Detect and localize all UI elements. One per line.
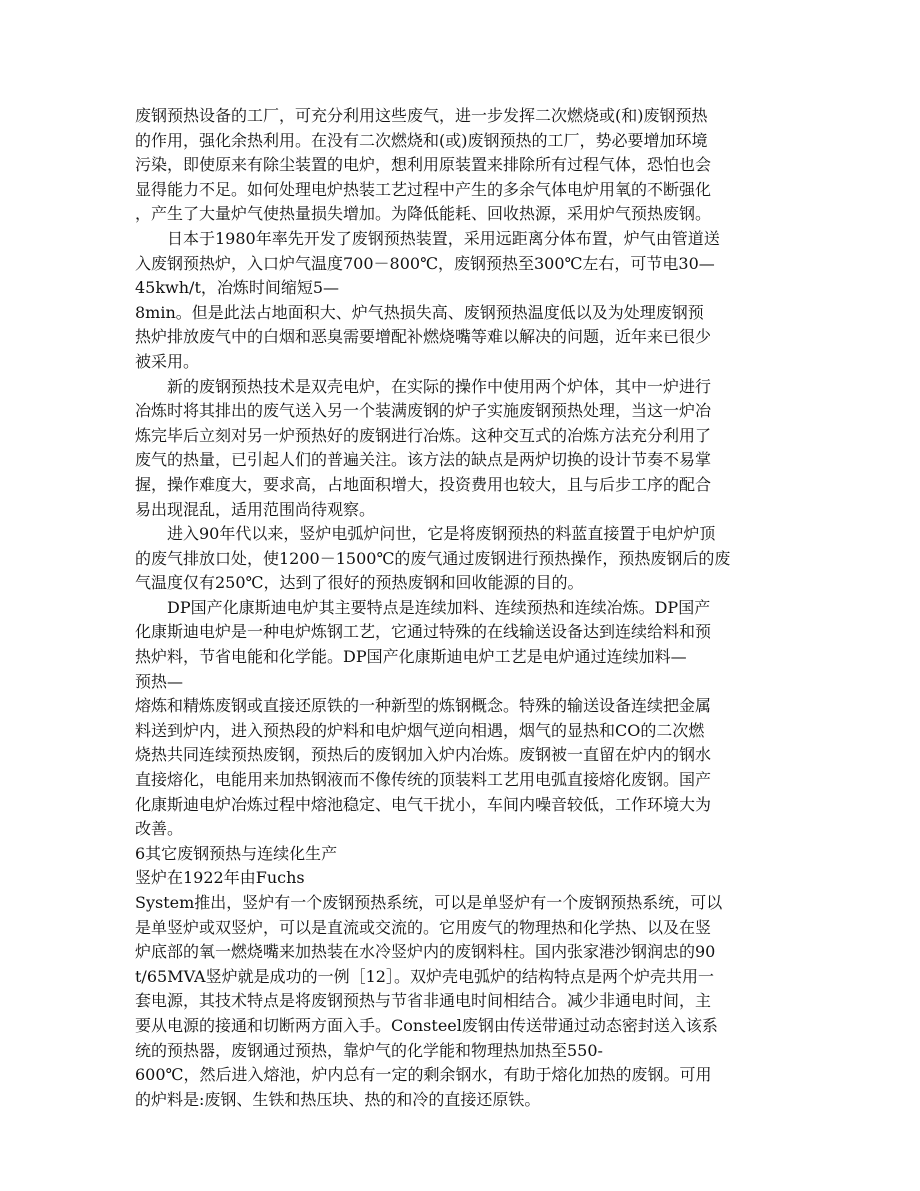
text-line: 入废钢预热炉，入口炉气温度700－800℃，废钢预热至300℃左右，可节电30— [135,253,715,273]
body-text [135,104,795,1112]
text-line: 8min。但是此法占地面积大、炉气热损失高、废钢预热温度低以及为处理废钢预 [135,302,704,322]
text-line: 显得能力不足。如何处理电炉热装工艺过程中产生的多余气体电炉用氧的不断强化 [135,179,712,199]
text-line: 化康斯迪电炉冶炼过程中熔池稳定、电气干扰小，车间内噪音较低，工作环境大为 [135,794,712,814]
text-line: 进入90年代以来，竖炉电弧炉问世，它是将废钢预热的料蓝直接置于电炉炉顶 [135,524,716,544]
text-line: 统的预热器，废钢通过预热，靠炉气的化学能和物理热加热至550- [135,1040,603,1060]
text-line: 预热— [135,671,184,691]
text-line: t/65MVA竖炉就是成功的一例［12］。双炉壳电弧炉的结构特点是两个炉壳共用一 [135,966,714,986]
text-line: 废钢预热设备的工厂，可充分利用这些废气，进一步发挥二次燃烧或(和)废钢预热 [135,106,708,125]
text-line: 要从电源的接通和切断两方面入手。Consteel废钢由传送带通过动态密封送入该系 [135,1015,718,1035]
text-line: 被采用。 [135,351,200,371]
text-line: 污染，即使原来有除尘装置的电炉，想利用原装置来排除所有过程气体，恐怕也会 [135,155,712,175]
text-line: 易出现混乱，适用范围尚待观察。 [135,499,376,519]
text-line: 6其它废钢预热与连续化生产 [135,843,338,863]
text-line: DP国产化康斯迪电炉其主要特点是连续加料、连续预热和连续冶炼。DP国产 [135,597,711,617]
text-line: 45kwh/t，冶炼时间缩短5— [135,278,340,298]
text-line: 熔炼和精炼废钢或直接还原铁的一种新型的炼钢概念。特殊的输送设备连续把金属 [135,696,712,716]
text-line: 料送到炉内，进入预热段的炉料和电炉烟气逆向相遇，烟气的显热和CO的二次燃 [135,720,705,740]
text-line: 600℃，然后进入熔池，炉内总有一定的剩余钢水，有助于熔化加热的废钢。可用 [135,1065,712,1085]
text-line: 热炉排放废气中的白烟和恶臭需要增配补燃烧嘴等难以解决的问题，近年来已很少 [135,327,712,347]
text-line: 的废气排放口处，使1200－1500℃的废气通过废钢进行预热操作，预热废钢后的废 [135,548,731,568]
text-line: 直接熔化，电能用来加热钢液而不像传统的顶装料工艺用电弧直接熔化废钢。国产 [135,770,712,790]
text-line: 热炉料，节省电能和化学能。DP国产化康斯迪电炉工艺是电炉通过连续加料— [135,647,687,667]
text-line: ，产生了大量炉气使热量损失增加。为降低能耗、回收热源，采用炉气预热废钢。 [135,204,712,224]
text-line: 烧热共同连续预热废钢，预热后的废钢加入炉内冶炼。废钢被一直留在炉内的钢水 [135,745,712,765]
text-line: 握，操作难度大，要求高，占地面积增大，投资费用也较大，且与后步工序的配合 [135,474,712,494]
text-line: 气温度仅有250℃，达到了很好的预热废钢和回收能源的目的。 [135,573,584,593]
text-line: 炉底部的氧一燃烧嘴来加热装在水冷竖炉内的废钢料柱。国内张家港沙钢润忠的90 [135,942,716,962]
text-line: 炼完毕后立刻对另一炉预热好的废钢进行冶炼。这种交互式的冶炼方法充分利用了 [135,425,712,445]
text-line: 的作用，强化余热利用。在没有二次燃烧和(或)废钢预热的工厂，势必要增加环境 [135,130,708,150]
text-line: 废气的热量，已引起人们的普遍关注。该方法的缺点是两炉切换的设计节奏不易掌 [135,450,712,470]
text-line: 的炉料是:废钢、生铁和热压块、热的和冷的直接还原铁。 [135,1089,541,1109]
text-line: 日本于1980年率先开发了废钢预热装置，采用远距离分体布置，炉气由管道送 [135,228,720,248]
text-line: 套电源，其技术特点是将废钢预热与节省非通电时间相结合。减少非通电时间，主 [135,991,712,1011]
text-line: 竖炉在1922年由Fuchs [135,868,305,888]
text-line: 新的废钢预热技术是双壳电炉，在实际的操作中使用两个炉体，其中一炉进行 [135,376,712,396]
text-line: 改善。 [135,819,184,839]
text-line: 化康斯迪电炉是一种电炉炼钢工艺，它通过特殊的在线输送设备达到连续给料和预 [135,622,712,642]
text-line: 是单竖炉或双竖炉，可以是直流或交流的。它用废气的物理热和化学热、以及在竖 [135,917,712,937]
text-line: System推出，竖炉有一个废钢预热系统，可以是单竖炉有一个废钢预热系统，可以 [135,893,723,912]
text-line: 冶炼时将其排出的废气送入另一个装满废钢的炉子实施废钢预热处理，当这一炉冶 [135,401,712,421]
